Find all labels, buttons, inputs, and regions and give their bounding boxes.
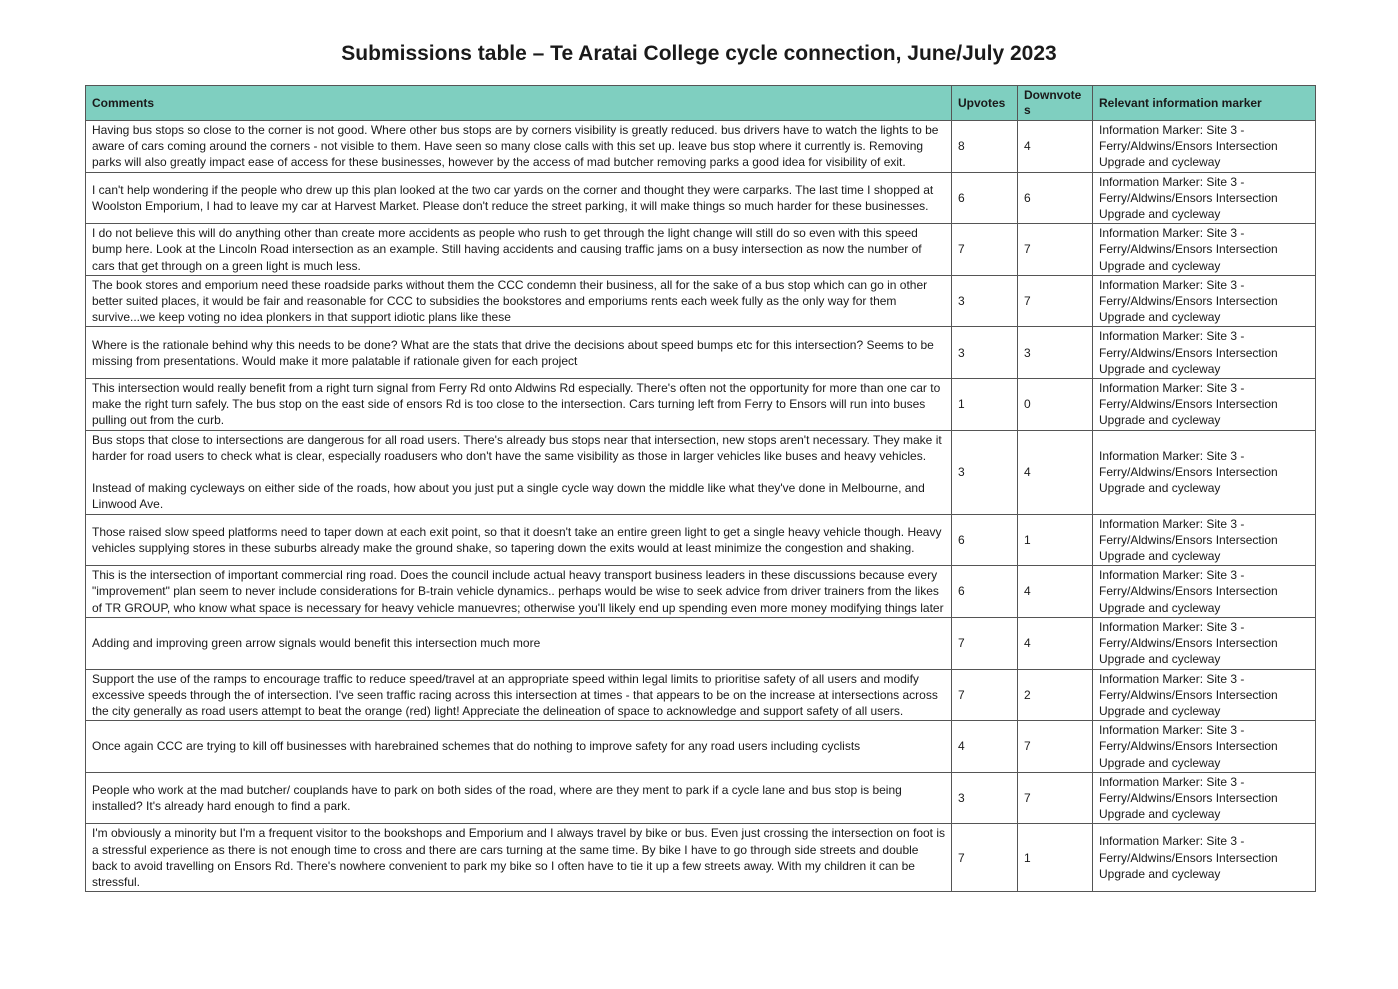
table-row (86, 617, 1316, 669)
marker-cell: Information Marker: Site 3 - Ferry/Aldwins/Ensors Intersection Upgrade and cycleway (1093, 514, 1316, 566)
comment-cell: Where is the rationale behind why this needs to be done? What are the stats that drive the decisions about speed bumps etc for this intersection? Seems to be missing from presentations. Would make it more palatable if rationale given for each project (86, 327, 952, 379)
marker-cell: Information Marker: Site 3 - Ferry/Aldwins/Ensors Intersection Upgrade and cycleway (1093, 824, 1316, 892)
comment-cell: I do not believe this will do anything other than create more accidents as people who rush to get through the light change will still do so even with this speed bump here. Look at the Lincoln Road intersection as an example. Still having accidents and causing traffic jams on a busy intersection as now the number of cars that get through on a green light is much less. (86, 224, 952, 276)
comment-cell: Once again CCC are trying to kill off businesses with harebrained schemes that do nothing to improve safety for any road users including cyclists (86, 721, 952, 773)
comment-cell: Support the use of the ramps to encourage traffic to reduce speed/travel at an appropriate speed within legal limits to prioritise safety of all users and modify excessive speeds through the of intersection. I've seen traffic racing across this intersection at times - that appears to be on the increase at intersections across the city generally as road users attempt to beat the orange (red) light! Appreciate the delineation of space to acknowledge and support safety of all users. (86, 669, 952, 721)
marker-cell: Information Marker: Site 3 - Ferry/Aldwins/Ensors Intersection Upgrade and cycleway (1093, 669, 1316, 721)
downvotes-cell: 3 (1018, 327, 1093, 379)
marker-cell: Information Marker: Site 3 - Ferry/Aldwins/Ensors Intersection Upgrade and cycleway (1093, 430, 1316, 514)
header-downvotes: Downvotes (1018, 86, 1093, 121)
table-row (86, 172, 1316, 224)
downvotes-cell: 4 (1018, 566, 1093, 618)
comment-cell: I can't help wondering if the people who drew up this plan looked at the two car yards on the corner and thought they were carparks. The last time I shopped at Woolston Emporium, I had to leave my car at Harvest Market. Please don't reduce the street parking, it will make things so much harder for these businesses. (86, 172, 952, 224)
marker-cell: Information Marker: Site 3 - Ferry/Aldwins/Ensors Intersection Upgrade and cycleway (1093, 172, 1316, 224)
table-row (86, 327, 1316, 379)
table-row (86, 566, 1316, 618)
marker-cell: Information Marker: Site 3 - Ferry/Aldwins/Ensors Intersection Upgrade and cycleway (1093, 224, 1316, 276)
table-row (86, 379, 1316, 431)
table-header-row (86, 86, 1316, 121)
comment-cell: People who work at the mad butcher/ couplands have to park on both sides of the road, where are they ment to park if a cycle lane and bus stop is being installed? It's already hard enough to find a park. (86, 772, 952, 824)
header-upvotes: Upvotes (952, 86, 1018, 121)
upvotes-cell: 6 (952, 566, 1018, 618)
table-row (86, 721, 1316, 773)
downvotes-cell: 4 (1018, 121, 1093, 173)
header-comments: Comments (86, 86, 952, 121)
table-row (86, 669, 1316, 721)
marker-cell: Information Marker: Site 3 - Ferry/Aldwins/Ensors Intersection Upgrade and cycleway (1093, 772, 1316, 824)
downvotes-cell: 7 (1018, 275, 1093, 327)
table-row (86, 430, 1316, 514)
comment-cell: Bus stops that close to intersections are dangerous for all road users. There's already bus stops near that intersection, new stops aren't necessary. They make it harder for road users to check what is clear, especially roadusers who don't have the same visibility as those in larger vehicles like buses and heavy vehicles. Instead of making cycleways on either side of the roads, how about you just put a single cycle way down the middle like what they've done in Melbourne, and Linwood Ave. (86, 430, 952, 514)
submissions-table (85, 85, 1316, 892)
comment-cell: Adding and improving green arrow signals would benefit this intersection much more (86, 617, 952, 669)
downvotes-cell: 7 (1018, 772, 1093, 824)
upvotes-cell: 7 (952, 617, 1018, 669)
comment-cell: The book stores and emporium need these roadside parks without them the CCC condemn their business, all for the sake of a bus stop which can go in other better suited places, it would be fair and reasonable for CCC to subsidies the bookstores and emporiums rents each week fully as the only way for them survive...we keep voting no idea plonkers in that support idiotic plans like these (86, 275, 952, 327)
downvotes-cell: 4 (1018, 617, 1093, 669)
comment-cell: This is the intersection of important commercial ring road. Does the council include actual heavy transport business leaders in these discussions because every "improvement" plan seem to never include considerations for B-train vehicle dynamics.. perhaps would be wise to seek advice from driver trainers from the likes of TR GROUP, who know what space is necessary for heavy vehicle manuevres; otherwise you'll likely end up spending even more money modifying things later (86, 566, 952, 618)
table-row (86, 121, 1316, 173)
marker-cell: Information Marker: Site 3 - Ferry/Aldwins/Ensors Intersection Upgrade and cycleway (1093, 617, 1316, 669)
page-title: Submissions table – Te Aratai College cycle connection, June/July 2023 (341, 42, 1057, 65)
comment-cell: Those raised slow speed platforms need to taper down at each exit point, so that it doesn't take an entire green light to get a single heavy vehicle though. Heavy vehicles supplying stores in these suburbs already make the ground shake, so tapering down the exits would at least minimize the congestion and shaking. (86, 514, 952, 566)
upvotes-cell: 7 (952, 669, 1018, 721)
downvotes-cell: 7 (1018, 721, 1093, 773)
upvotes-cell: 3 (952, 772, 1018, 824)
marker-cell: Information Marker: Site 3 - Ferry/Aldwins/Ensors Intersection Upgrade and cycleway (1093, 379, 1316, 431)
downvotes-cell: 6 (1018, 172, 1093, 224)
marker-cell: Information Marker: Site 3 - Ferry/Aldwins/Ensors Intersection Upgrade and cycleway (1093, 327, 1316, 379)
comment-cell: Having bus stops so close to the corner is not good. Where other bus stops are by corners visibility is greatly reduced. bus drivers have to watch the lights to be aware of cars coming around the corners - not visible to them. Have seen so many close calls with this set up. leave bus stop where it currently is. Removing parks will also greatly impact ease of access for these businesses, however by the access of mad butcher removing parks a good idea for visibility of exit. (86, 121, 952, 173)
marker-cell: Information Marker: Site 3 - Ferry/Aldwins/Ensors Intersection Upgrade and cycleway (1093, 721, 1316, 773)
upvotes-cell: 3 (952, 430, 1018, 514)
header-marker: Relevant information marker (1093, 86, 1316, 121)
marker-cell: Information Marker: Site 3 - Ferry/Aldwins/Ensors Intersection Upgrade and cycleway (1093, 566, 1316, 618)
downvotes-cell: 2 (1018, 669, 1093, 721)
table-row (86, 275, 1316, 327)
marker-cell: Information Marker: Site 3 - Ferry/Aldwins/Ensors Intersection Upgrade and cycleway (1093, 121, 1316, 173)
upvotes-cell: 6 (952, 514, 1018, 566)
downvotes-cell: 1 (1018, 824, 1093, 892)
table-row (86, 824, 1316, 892)
upvotes-cell: 4 (952, 721, 1018, 773)
upvotes-cell: 7 (952, 224, 1018, 276)
table-row (86, 514, 1316, 566)
marker-cell: Information Marker: Site 3 - Ferry/Aldwins/Ensors Intersection Upgrade and cycleway (1093, 275, 1316, 327)
downvotes-cell: 7 (1018, 224, 1093, 276)
upvotes-cell: 8 (952, 121, 1018, 173)
table-row (86, 772, 1316, 824)
upvotes-cell: 6 (952, 172, 1018, 224)
upvotes-cell: 3 (952, 275, 1018, 327)
comment-cell: This intersection would really benefit from a right turn signal from Ferry Rd onto Aldwins Rd especially. There's often not the opportunity for more than one car to make the right turn safely. The bus stop on the east side of ensors Rd is too close to the intersection. Cars turning left from Ferry to Ensors will run into buses pulling out from the curb. (86, 379, 952, 431)
upvotes-cell: 7 (952, 824, 1018, 892)
table-row (86, 224, 1316, 276)
comment-cell: I'm obviously a minority but I'm a frequent visitor to the bookshops and Emporium and I always travel by bike or bus. Even just crossing the intersection on foot is a stressful experience as there is not enough time to cross and there are cars turning at the same time. By bike I have to go through side streets and double back to avoid travelling on Ensors Rd. There's nowhere convenient to park my bike so I often have to tie it up a few streets away. With my children it can be stressful. (86, 824, 952, 892)
downvotes-cell: 0 (1018, 379, 1093, 431)
upvotes-cell: 3 (952, 327, 1018, 379)
upvotes-cell: 1 (952, 379, 1018, 431)
downvotes-cell: 4 (1018, 430, 1093, 514)
downvotes-cell: 1 (1018, 514, 1093, 566)
